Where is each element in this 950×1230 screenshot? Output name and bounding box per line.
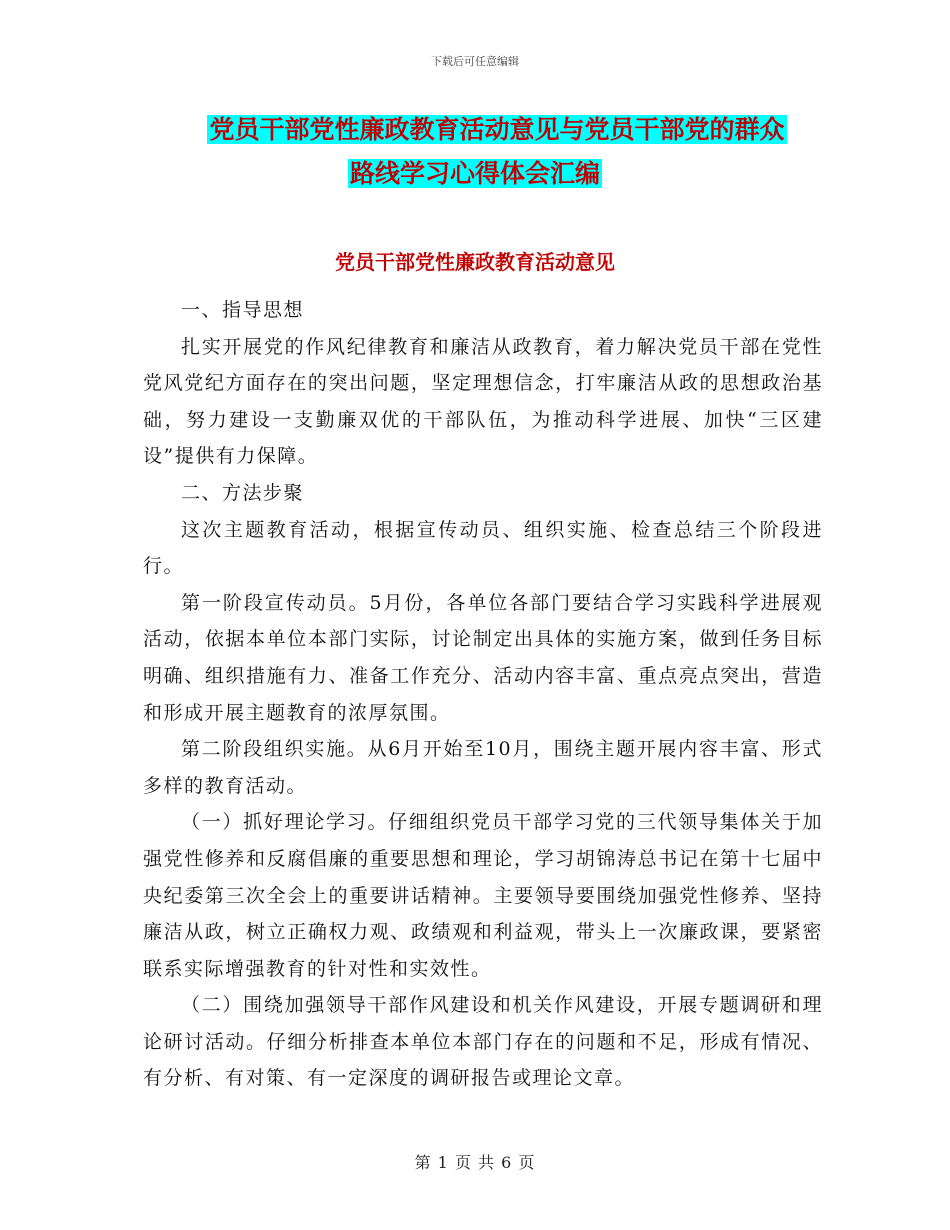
paragraph: （二）围绕加强领导干部作风建设和机关作风建设，开展专题调研和理论研讨活动。仔细分析排查本单位本部门存在的问题和不足，形成有情况、有分析、有对策、有一定深度的调研报告或理论文章。	[143, 994, 823, 1090]
document-title-line-2	[0, 156, 950, 192]
document-title-line-1	[22, 112, 950, 148]
header-note: 下载后可任意编辑	[431, 55, 519, 68]
document-body	[143, 292, 823, 1097]
paragraph: 扎实开展党的作风纪律教育和廉洁从政教育，着力解决党员干部在党性党风党纪方面存在的突出问题，坚定理想信念，打牢廉洁从政的思想政治基础，努力建设一支勤廉双优的干部队伍，为推动科学进展、加快“三区建设”提供有力保障。	[143, 335, 823, 468]
paragraph: 这次主题教育活动，根据宣传动员、组织实施、检查总结三个阶段进行。	[143, 518, 823, 578]
paragraph: （一）抓好理论学习。仔细组织党员干部学习党的三代领导集体关于加强党性修养和反腐倡廉的重要思想和理论，学习胡锦涛总书记在第十七届中央纪委第三次全会上的重要讲话精神。主要领导要围绕加强党性修养、坚持廉洁从政，树立正确权力观、政绩观和利益观，带头上一次廉政课，要紧密联系实际增强教育的针对性和实效性。	[143, 811, 823, 980]
paragraph: 第一阶段宣传动员。5月份，各单位各部门要结合学习实践科学进展观活动，依据本单位本部门实际，讨论制定出具体的实施方案，做到任务目标明确、组织措施有力、准备工作充分、活动内容丰富、重点亮点突出，营造和形成开展主题教育的浓厚氛围。	[143, 591, 823, 724]
document-title-text-2: 路线学习心得体会汇编	[349, 159, 600, 188]
heading-guiding-thought: 一、指导思想	[181, 299, 305, 321]
page-number-footer: 第 1 页 共 6 页	[414, 1153, 536, 1172]
document-title-text-1: 党员干部党性廉政教育活动意见与党员干部党的群众	[209, 115, 785, 144]
paragraph: 第二阶段组织实施。从6月开始至10月，围绕主题开展内容丰富、形式多样的教育活动。	[143, 738, 823, 797]
section-title: 党员干部党性廉政教育活动意见	[335, 250, 615, 274]
heading-method-steps: 二、方法步聚	[181, 481, 305, 504]
